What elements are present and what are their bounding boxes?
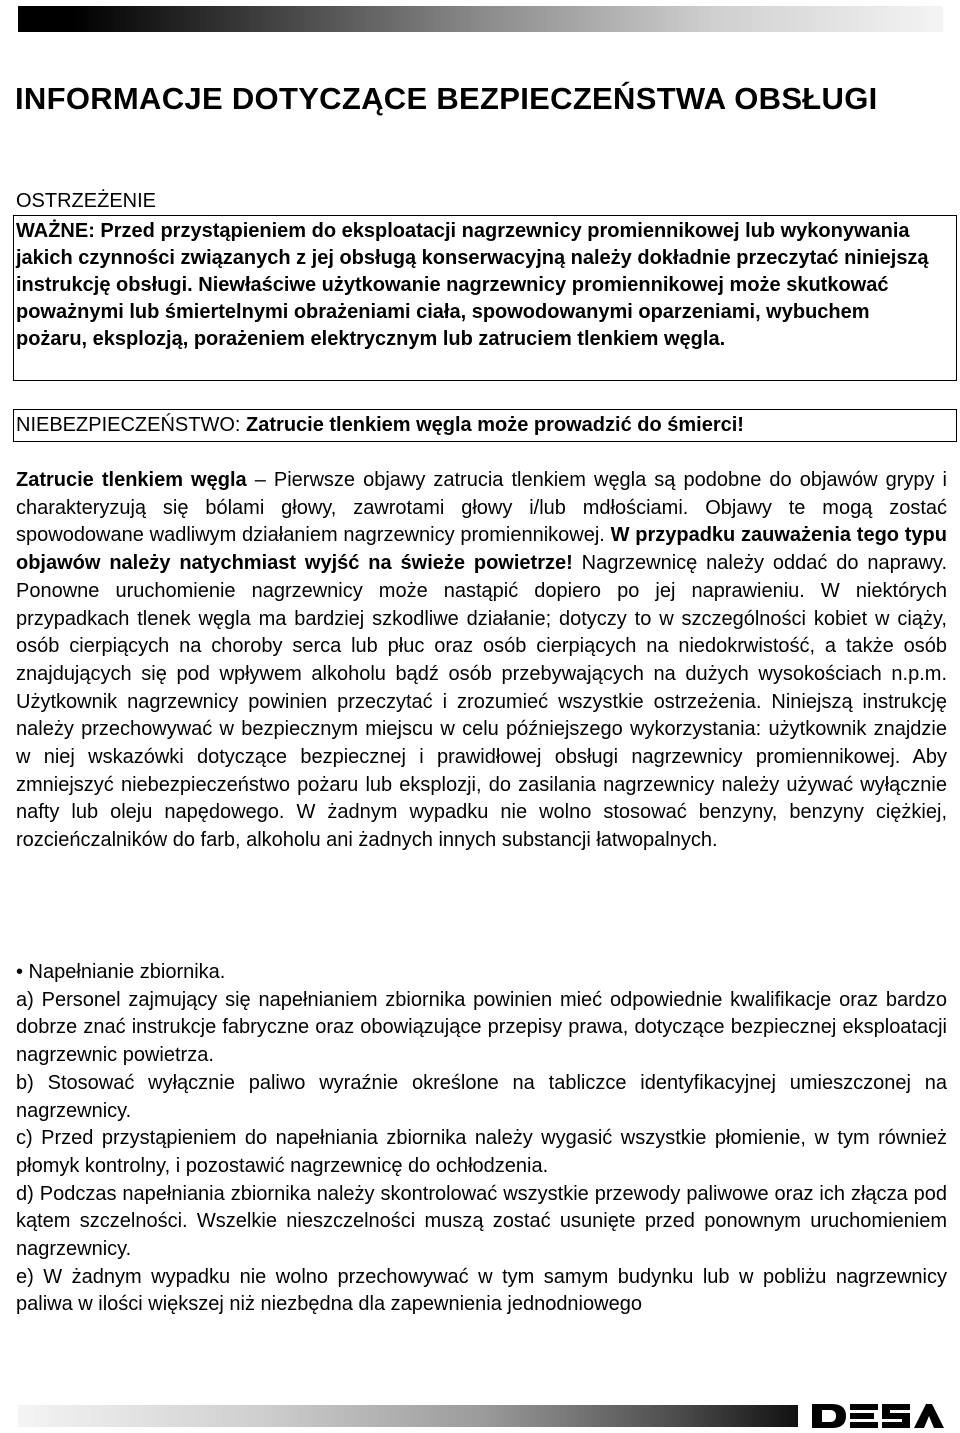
co-bold-instruction: W przypadku zauważenia tego typu objawów należy natychmiast wyjść na świeże powietrze! — [16, 524, 947, 575]
list-item: a) Personel zajmujący się napełnianiem zbiornika powinien mieć odpowiednie kwalifikacje oraz bardzo dobrze znać instrukcje fabryczne oraz obowiązujące przepisy prawa, dotyczące bezpiecznej eksploatacji nagrzewnic powietrza. — [16, 988, 947, 1067]
warning-lead: WAŻNE: Przed przystąpieniem do eksploatacji nagrzewnicy promiennikowej lub wykonywania jakich czynności związanych z jej obsługą konserwacyjną należy dokładnie przeczytać niniejszą instrukcję obsługi. — [16, 220, 929, 296]
page-title: INFORMACJE DOTYCZĄCE BEZPIECZEŃSTWA OBSŁUGI — [15, 81, 878, 116]
warning-text — [16, 218, 946, 353]
header-gradient-bar — [18, 6, 943, 32]
danger-text — [16, 411, 946, 439]
co-poisoning-section — [16, 467, 947, 855]
co-paragraph-1: – Pierwsze objawy zatrucia tlenkiem węgla są podobne do objawów grypy i charakteryzują się bólami głowy, zawrotami głowy i/lub mdłościami. Objawy te mogą zostać spowodowane wadliwym działaniem nagrzewnicy promiennikowej. — [16, 469, 947, 547]
desa-logo — [810, 1402, 945, 1430]
danger-message: Zatrucie tlenkiem węgla może prowadzić do śmierci! — [246, 414, 744, 436]
co-paragraph-2: Nagrzewnicę należy oddać do naprawy. Ponowne uruchomienie nagrzewnicy może nastąpić dopiero po jej naprawieniu. W niektórych przypadkach tlenek węgla ma bardziej szkodliwe działanie; dotyczy to w szczególności kobiet w ciąży, osób cierpiących na choroby serca lub płuc oraz osób cierpiących na niedokrwistość, a także osób znajdujących się pod wpływem alkoholu bądź osób przebywających na dużych wysokościach n.p.m. Użytkownik nagrzewnicy powinien przeczytać i zrozumieć wszystkie ostrzeżenia. Niniejszą instrukcję należy przechowywać w bezpiecznym miejscu w celu późniejszego wykorzystania: użytkownik znajdzie w niej wskazówki dotyczące bezpiecznej i prawidłowej obsługi nagrzewnicy promiennikowej. Aby zmniejszyć niebezpieczeństwo pożaru lub eksplozji, do zasilania nagrzewnicy należy używać wyłącznie nafty lub oleju napędowego. W żadnym wypadku nie wolno stosować benzyny, benzyny ciężkiej, rozcieńczalników do farb, alkoholu ani żadnych innych substancji łatwopalnych. — [16, 552, 948, 852]
warning-label: OSTRZEŻENIE — [16, 190, 157, 212]
filling-section — [16, 959, 947, 1319]
list-item: b) Stosować wyłącznie paliwo wyraźnie określone na tabliczce identyfikacyjnej umieszczonej na nagrzewnicy. — [16, 1071, 947, 1122]
list-item: d) Podczas napełniania zbiornika należy skontrolować wszystkie przewody paliwowe oraz ich złącza pod kątem szczelności. Wszelkie nieszczelności muszą zostać usunięte przed ponownym uruchomieniem nagrzewnicy. — [16, 1182, 947, 1261]
warning-rest: Niewłaściwe użytkowanie nagrzewnicy promiennikowej może skutkować poważnymi lub śmiertelnymi obrażeniami ciała, spowodowanymi oparzeniami, wybuchem pożaru, eksplozją, porażeniem elektrycznym lub zatruciem tlenkiem węgla. — [16, 274, 889, 350]
filling-bullet: • Napełnianie zbiornika. — [16, 961, 226, 983]
danger-label: NIEBEZPIECZEŃSTWO: — [16, 414, 241, 436]
co-heading: Zatrucie tlenkiem węgla — [16, 469, 247, 491]
list-item: e) W żadnym wypadku nie wolno przechowywać w tym samym budynku lub w pobliżu nagrzewnicy paliwa w ilości większej niż niezbędna dla zapewnienia jednodniowego — [16, 1265, 947, 1316]
footer-gradient-bar — [18, 1405, 798, 1427]
list-item: c) Przed przystąpieniem do napełniania zbiornika należy wygasić wszystkie płomienie, w tym również płomyk kontrolny, i pozostawić nagrzewnicę do ochłodzenia. — [16, 1127, 947, 1177]
